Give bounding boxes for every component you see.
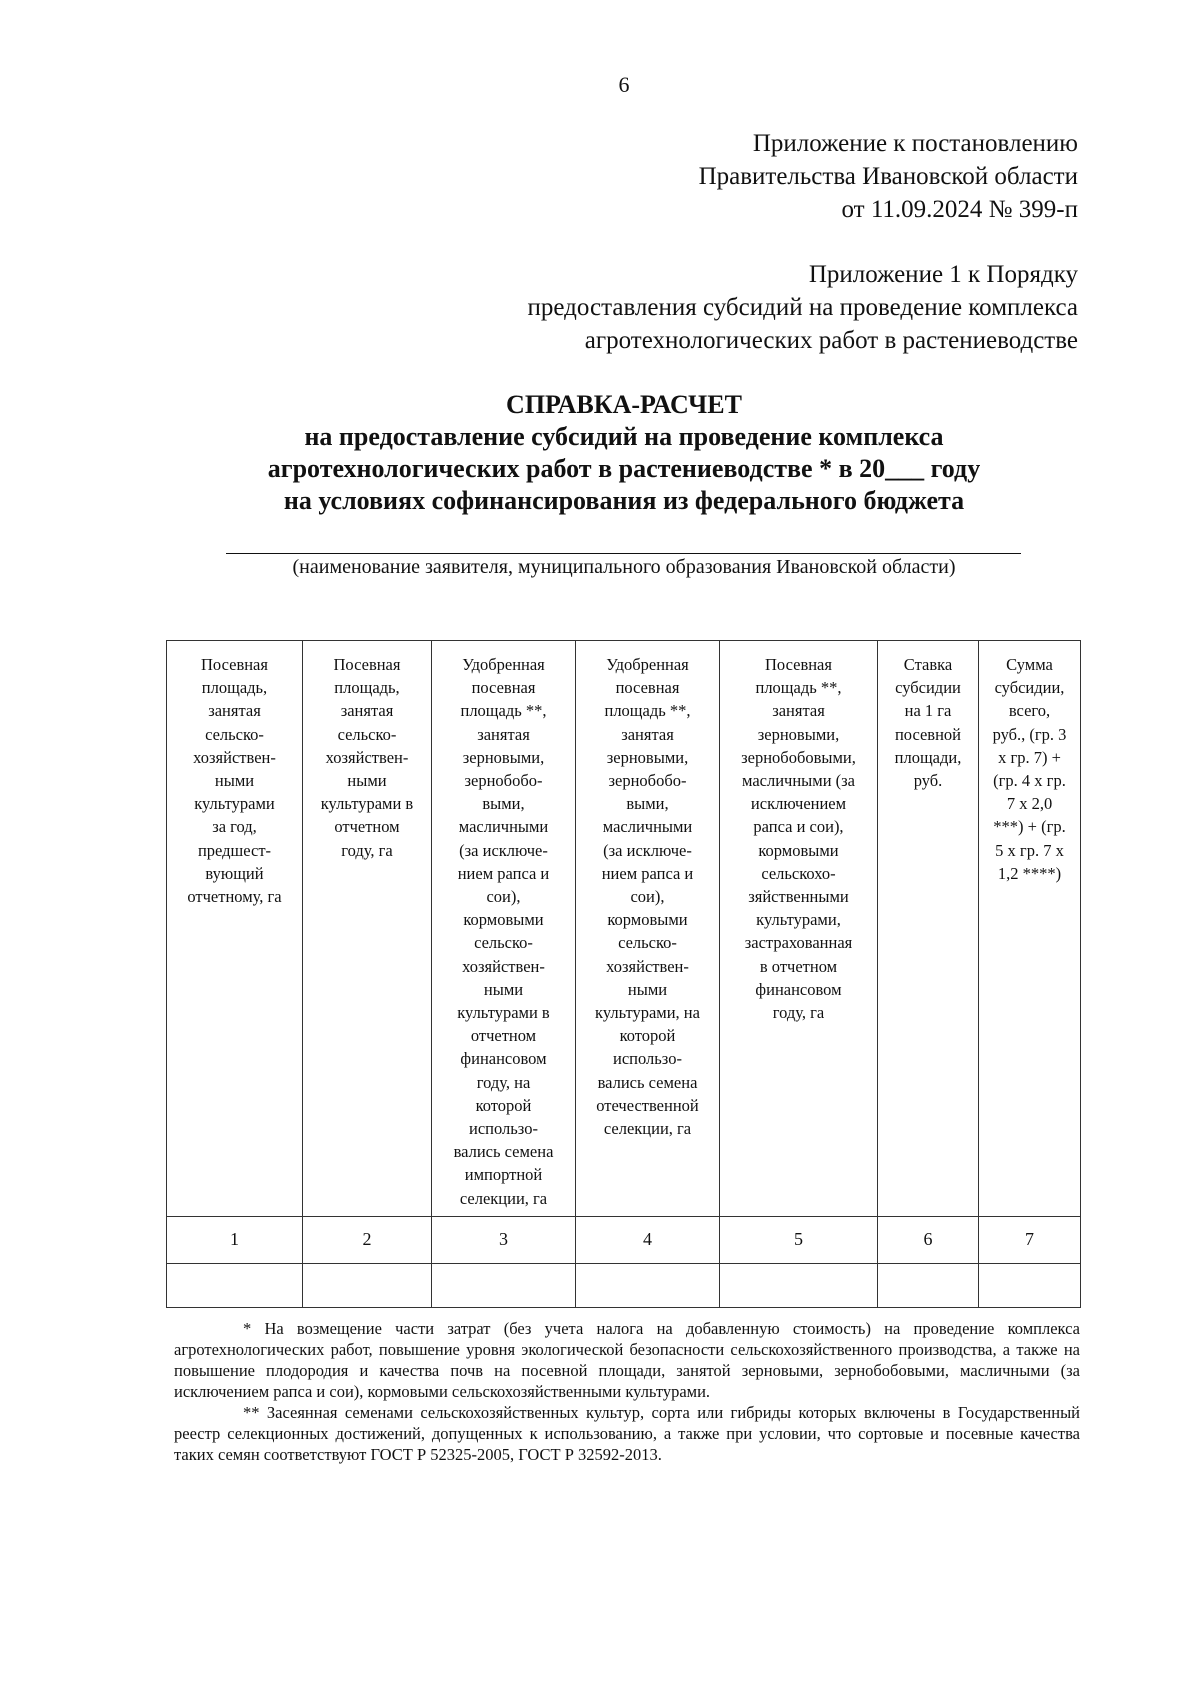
table-header-cell <box>979 641 1081 1217</box>
table-header-cell <box>878 641 979 1217</box>
table-cell <box>432 1263 576 1307</box>
table-header-cell <box>167 641 303 1217</box>
table-header-text: Удобренная посевная площадь **, занятая зерновыми, зернобобо- выми, масличными (за исключе- нием рапса и сои), кормовыми сельско- хозяйствен- ными культурами, на которой использо- вались семена отечественной селекции, га <box>595 655 700 1139</box>
table-cell <box>720 1263 878 1307</box>
document-title-line: агротехнологических работ в растениеводстве * в 20___ году <box>267 454 981 483</box>
column-number: 3 <box>432 1216 576 1263</box>
appendix-header-line: Правительства Ивановской области <box>698 163 1078 190</box>
table-cell <box>878 1263 979 1307</box>
table-header-text: Ставка субсидии на 1 га посевной площади, руб. <box>894 655 962 791</box>
column-number: 2 <box>303 1216 432 1263</box>
table-cell <box>979 1263 1081 1307</box>
footnotes <box>174 1318 1080 1465</box>
document-title-main: СПРАВКА-РАСЧЕТ <box>506 390 742 419</box>
column-number: 7 <box>979 1216 1081 1263</box>
column-number: 6 <box>878 1216 979 1263</box>
column-number: 4 <box>576 1216 720 1263</box>
table-cell <box>303 1263 432 1307</box>
table-header-text: Посевная площадь **, занятая зерновыми, зернобобовыми, масличными (за исключением рапса и сои), кормовыми сельскохо- зяйственными культурами, застрахованная в отчетном финансовом году, га <box>741 655 856 1023</box>
document-title <box>0 389 1200 517</box>
page-number: 6 <box>618 72 630 97</box>
appendix-order-line: Приложение 1 к Порядку <box>808 261 1078 288</box>
appendix-order-line: агротехнологических работ в растениеводстве <box>584 327 1078 354</box>
calculation-table <box>166 640 1081 1308</box>
table-header-cell <box>303 641 432 1217</box>
applicant-blank-line <box>226 553 1021 554</box>
table-header-cell <box>432 641 576 1217</box>
column-number: 5 <box>720 1216 878 1263</box>
appendix-order <box>528 258 1078 357</box>
table-header-text: Посевная площадь, занятая сельско- хозяйствен- ными культурами в отчетном году, га <box>320 655 414 860</box>
appendix-header-line: от 11.09.2024 № 399-п <box>841 196 1078 223</box>
appendix-header-line: Приложение к постановлению <box>752 130 1078 157</box>
footnote-1: * На возмещение части затрат (без учета налога на добавленную стоимость) на проведение комплекса агротехнологических работ, повышение уровня экологической безопасности сельскохозяйственного производства, а также на повышение плодородия и качества почв на посевной площади, занятой зерновыми, зернобобовыми, масличными (за исключением рапса и сои), кормовыми сельскохозяйственными культурами. <box>174 1319 1080 1401</box>
table-header-cell <box>720 641 878 1217</box>
document-title-line: на предоставление субсидий на проведение комплекса <box>304 422 944 451</box>
table-cell <box>576 1263 720 1307</box>
table-header-cell <box>576 641 720 1217</box>
table-header-text: Сумма субсидии, всего, руб., (гр. 3 х гр. 7) + (гр. 4 х гр. 7 х 2,0 ***) + (гр. 5 х гр. 7 х 1,2 ****) <box>992 655 1067 883</box>
footnote-2: ** Засеянная семенами сельскохозяйственных культур, сорта или гибриды которых включены в Государственный реестр селекционных достижений, допущенных к использованию, а также при условии, что сортовые и посевные качества таких семян соответствуют ГОСТ Р 52325-2005, ГОСТ Р 32592-2013. <box>174 1403 1080 1464</box>
applicant-caption: (наименование заявителя, муниципального образования Ивановской области) <box>292 556 956 578</box>
column-number: 1 <box>167 1216 303 1263</box>
appendix-header <box>699 127 1078 226</box>
table-column-numbers-row <box>167 1216 1081 1263</box>
table-header-text: Посевная площадь, занятая сельско- хозяйствен- ными культурами за год, предшест- вующий отчетному, га <box>187 655 282 907</box>
table-header-row <box>167 641 1081 1217</box>
appendix-order-line: предоставления субсидий на проведение комплекса <box>527 294 1078 321</box>
document-title-line: на условиях софинансирования из федерального бюджета <box>283 486 965 515</box>
table-cell <box>167 1263 303 1307</box>
table-row <box>167 1263 1081 1307</box>
table-header-text: Удобренная посевная площадь **, занятая зерновыми, зернобобо- выми, масличными (за исключе- нием рапса и сои), кормовыми сельско- хозяйствен- ными культурами в отчетном финансовом году, на которой использо- вались семена импортной селекции, га <box>453 655 554 1208</box>
